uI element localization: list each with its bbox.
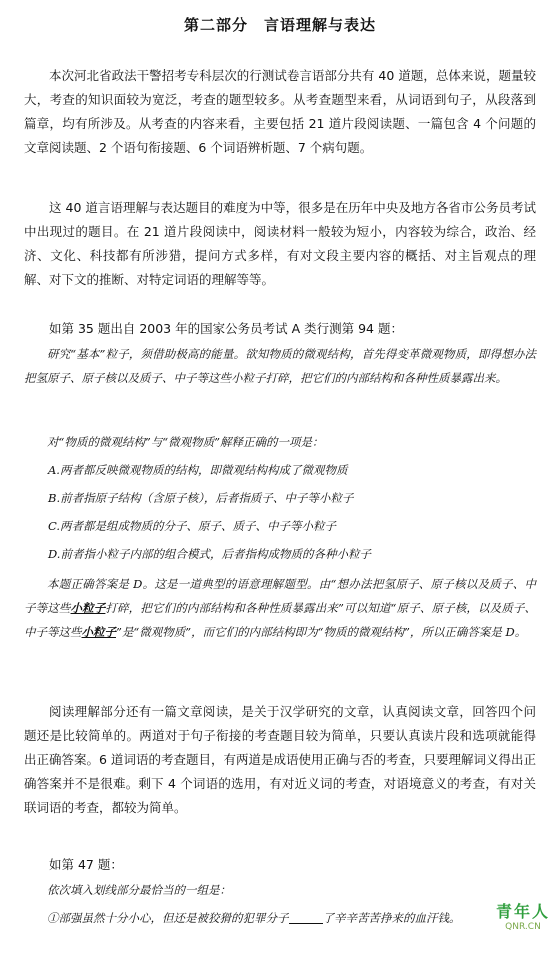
watermark-cn: 青年人 [495, 902, 550, 921]
answer-text-3: ”是“微观物质”，而它们的内部结构即为“物质的微观结构”，所以正确答案是 D。 [116, 625, 527, 639]
example-47-intro: 如第 47 题： [49, 857, 123, 872]
item-1-text-after: 了辛辛苦苦挣来的血汗钱。 [322, 911, 461, 925]
answer-text-1: 本题正确答案是 D。这是一道典型的语意理解题型。由“想办法把氢原子、原子核以及质子、中子等这些 [24, 577, 536, 615]
intro-paragraph: 本次河北省政法干警招考专科层次的行测试卷言语部分共有 40 道题，总体来说，题量较大，考查的知识面较为宽泛，考查的题型较多。从考查题型来看，从词语到句子，从段落到篇章，均有所涉及。从考查的内容来看，主要包括 21 道片段阅读题、一篇包含 4 个问题的文章阅读题、2 个语句衔接题、6 个词语辨析题、7 个病句题。 [24, 68, 536, 155]
reading-paragraph: 阅读理解部分还有一篇文章阅读，是关于汉学研究的文章，认真阅读文章，回答四个问题还是比较简单的。两道对于句子衔接的考查题目较为简单，只要认真读片段和选项就能得出正确答案。6 道词语的考查题目，有两道是成语使用正确与否的考查，只要理解词义得出正确答案并不是很难。剩下 4 个词语的选用，有对近义词的考查，对语境意义的考查，有对关联词语的考查，都较为简单。 [24, 704, 536, 815]
underlined-term-1: 小粒子 [70, 601, 106, 615]
question-35-passage: 研究“基本”粒子，须借助极高的能量。欲知物质的微观结构，首先得变革微观物质，即得想办法把氢原子、原子核以及质子、中子等这些小粒子打碎，把它们的内部结构和各种性质暴露出来。 [24, 347, 536, 385]
fill-blank [289, 911, 323, 924]
page-title: 第二部分 言语理解与表达 [183, 16, 376, 34]
option-a: A.两者都反映微观物质的结构，即微观结构构成了微观物质 [48, 463, 348, 477]
answer-explanation [24, 572, 536, 644]
item-1-text-before: ①部强虽然十分小心，但还是被狡猾的犯罪分子 [47, 911, 289, 925]
answer-text-2: 打碎，把它们的内部结构和各种性质暴露出来”可以知道“原子、原子核，以及质子、中子等这些 [24, 601, 536, 639]
question-35-prompt: 对“物质的微观结构”与“微观物质”解释正确的一项是： [47, 435, 324, 449]
watermark-en: QNR.CN [505, 922, 541, 932]
example-35-intro: 如第 35 题出自 2003 年的国家公务员考试 A 类行测第 94 题： [49, 321, 403, 336]
question-47-prompt: 依次填入划线部分最恰当的一组是： [47, 883, 231, 897]
option-d: D.前者指小粒子内部的组合模式，后者指构成物质的各种小粒子 [48, 547, 371, 561]
option-b: B.前者指原子结构（含原子核），后者指质子、中子等小粒子 [48, 491, 354, 505]
question-47-item-1 [24, 906, 536, 930]
option-c: C.两者都是组成物质的分子、原子、质子、中子等小粒子 [48, 519, 337, 533]
difficulty-paragraph: 这 40 道言语理解与表达题目的难度为中等，很多是在历年中央及地方各省市公务员考试中出现过的题目。在 21 道片段阅读中，阅读材料一般较为短小，内容较为综合，政治、经济、文化、科技都有所涉猎，提问方式多样，有对文段主要内容的概括、对主旨观点的理解、对下文的推断、对特定词语的理解等等。 [24, 200, 536, 287]
watermark-logo [496, 899, 550, 932]
underlined-term-2: 小粒子 [81, 625, 116, 639]
